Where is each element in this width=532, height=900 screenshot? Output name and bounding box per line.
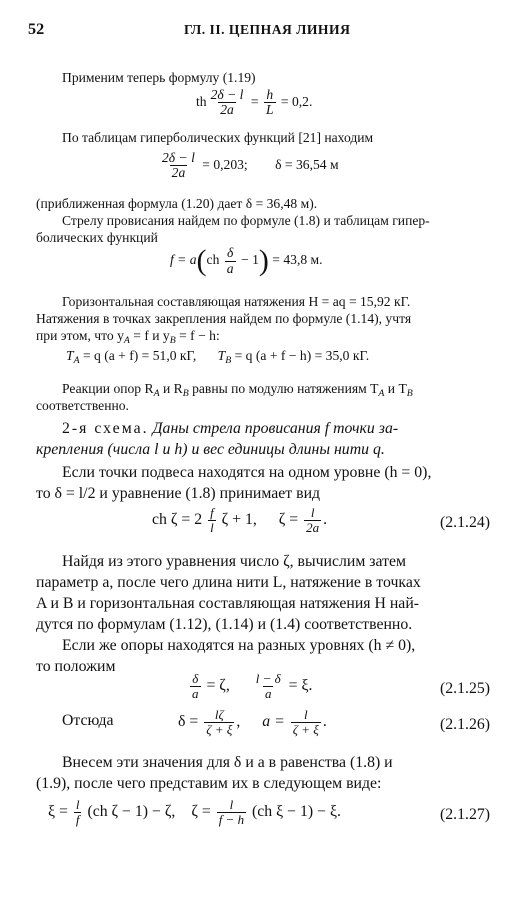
running-title: ГЛ. II. ЦЕПНАЯ ЛИНИЯ <box>184 22 351 37</box>
equation-5: ch ζ = 2 $\frac{f}{l}$ ζ + 1, ζ = $\frac{l}{2a}$ . <box>152 505 328 535</box>
paragraph: Внесем эти значения для δ и a в равенства (1.8) и <box>62 754 393 771</box>
equation-1: th $\frac{2\delta - l}{2a}$ = $\frac{h}{L}$ = 0,2. <box>196 87 313 118</box>
equation-6: $\frac{\delta}{a}$ = ζ, $\frac{l - \delta}{a}$ = ξ. <box>192 671 313 701</box>
paragraph: Применим теперь формулу (1.19) <box>62 70 256 85</box>
eq-fraction: $\frac{h}{L}$ <box>265 87 274 118</box>
eq-fn: th <box>196 93 207 109</box>
equation-number: (2.1.27) <box>440 806 491 823</box>
equation-number: (2.1.26) <box>440 716 491 733</box>
paragraph: По таблицам гиперболических функций [21] находим <box>62 130 374 145</box>
eq-fraction: $\frac{2\delta - l}{2a}$ <box>210 87 244 118</box>
equation-number: (2.1.24) <box>440 514 491 531</box>
paragraph: параметр a, после чего длина нити L, натяжение в точках <box>36 574 421 591</box>
paragraph: то положим <box>36 658 116 675</box>
paragraph: 2-я схема. Даны стрела провисания f точки за- <box>62 420 399 437</box>
equation-3: f = a(ch $\frac{\delta}{a}$ − 1) = 43,8 м. <box>170 244 323 277</box>
paragraph: (1.9), после чего представим их в следующем виде: <box>36 775 382 792</box>
page-number: 52 <box>28 20 45 38</box>
paragraph: то δ = l/2 и уравнение (1.8) принимает вид <box>36 485 321 502</box>
paragraph: Натяжения в точках закрепления найдем по формуле (1.14), учтя <box>36 311 412 326</box>
paragraph: Горизонтальная составляющая натяжения H = aq = 15,92 кГ. <box>62 294 411 309</box>
paragraph: Стрелу провисания найдем по формуле (1.8) и таблицам гипер- <box>62 213 430 228</box>
paragraph: соответственно. <box>36 398 129 413</box>
equation-4: $T_A = q$ (a + f) = 51,0 кГ, $T_B = q$ (a + f − h) = 35,0 кГ. <box>66 348 370 366</box>
paragraph: (приближенная формула (1.20) дает δ = 36,48 м). <box>36 196 318 211</box>
paragraph: Если точки подвеса находятся на одном уровне (h = 0), <box>62 464 432 481</box>
paragraph: Найдя из этого уравнения число ζ, вычислим затем <box>62 553 407 570</box>
paragraph: Отсюда <box>62 712 114 729</box>
paragraph: дутся по формулам (1.12), (1.14) и (1.4) соответственно. <box>36 616 413 633</box>
paragraph: A и B и горизонтальная составляющая натяжения H най- <box>36 595 420 612</box>
paragraph: Реакции опор $R_A$ и $R_B$ равны по модулю натяжениям $T_A$ и $T_B$ <box>62 381 413 399</box>
equation-number: (2.1.25) <box>440 680 491 697</box>
paragraph: болических функций <box>36 230 158 245</box>
equation-2: $\frac{2\delta - l}{2a}$ = 0,203; δ = 36,54 м <box>162 150 339 181</box>
paragraph: при этом, что $y_A = f$ и $y_B = f - h$: <box>36 328 220 346</box>
paragraph: Если же опоры находятся на разных уровнях (h ≠ 0), <box>62 637 416 654</box>
equation-8: ξ = $\frac{l}{f}$ (ch ζ − 1) − ζ, ζ = $\frac{l}{f - h}$ (ch ξ − 1) − ξ. <box>48 797 341 827</box>
paragraph: крепления (числа l и h) и вес единицы длины нити q. <box>36 441 385 458</box>
equation-7: δ = $\frac{l\zeta}{\zeta + \xi}$ , a = $\frac{l}{\zeta + \xi}$ . <box>178 707 327 737</box>
